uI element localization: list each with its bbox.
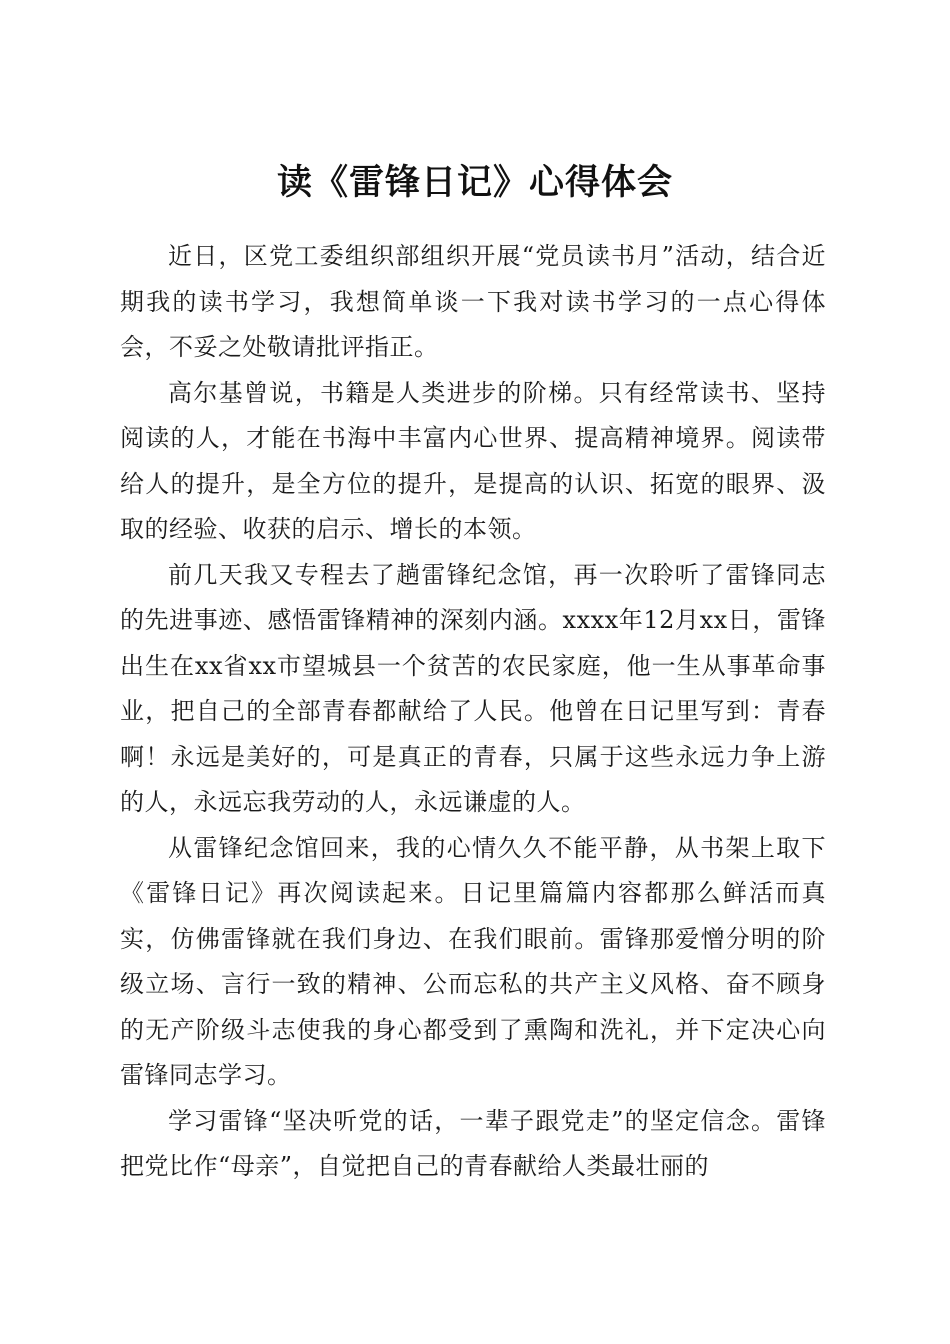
- document-title: 读《雷锋日记》心得体会: [276, 162, 673, 204]
- paragraph: 近日，区党工委组织部组织开展“党员读书月”活动，结合近期我的读书学习，我想简单谈一下我对读书学习的一点心得体会，不妥之处敬请批评指正。: [120, 242, 826, 361]
- paragraph: 从雷锋纪念馆回来，我的心情久久不能平静，从书架上取下《雷锋日记》再次阅读起来。日记里篇篇内容都那么鲜活而真实，仿佛雷锋就在我们身边、在我们眼前。雷锋那爱憎分明的阶级立场、言行一致的精神、公而忘私的共产主义风格、奋不顾身的无产阶级斗志使我的身心都受到了熏陶和洗礼，并下定决心向雷锋同志学习。: [120, 833, 826, 1089]
- paragraph: 高尔基曾说，书籍是人类进步的阶梯。只有经常读书、坚持阅读的人，才能在书海中丰富内心世界、提高精神境界。阅读带给人的提升，是全方位的提升，是提高的认识、拓宽的眼界、汲取的经验、收获的启示、增长的本领。: [120, 378, 826, 543]
- paragraph: 学习雷锋“坚决听党的话，一辈子跟党走”的坚定信念。雷锋把党比作“母亲”，自觉把自己的青春献给人类最壮丽的: [120, 1106, 826, 1180]
- document-body: [120, 234, 826, 1190]
- paragraph: 前几天我又专程去了趟雷锋纪念馆，再一次聆听了雷锋同志的先进事迹、感悟雷锋精神的深刻内涵。xxxx年12月xx日，雷锋出生在xx省xx市望城县一个贫苦的农民家庭，他一生从事革命事业，把自己的全部青春都献给了人民。他曾在日记里写到：青春啊！永远是美好的，可是真正的青春，只属于这些永远力争上游的人，永远忘我劳动的人，永远谦虚的人。: [120, 560, 826, 816]
